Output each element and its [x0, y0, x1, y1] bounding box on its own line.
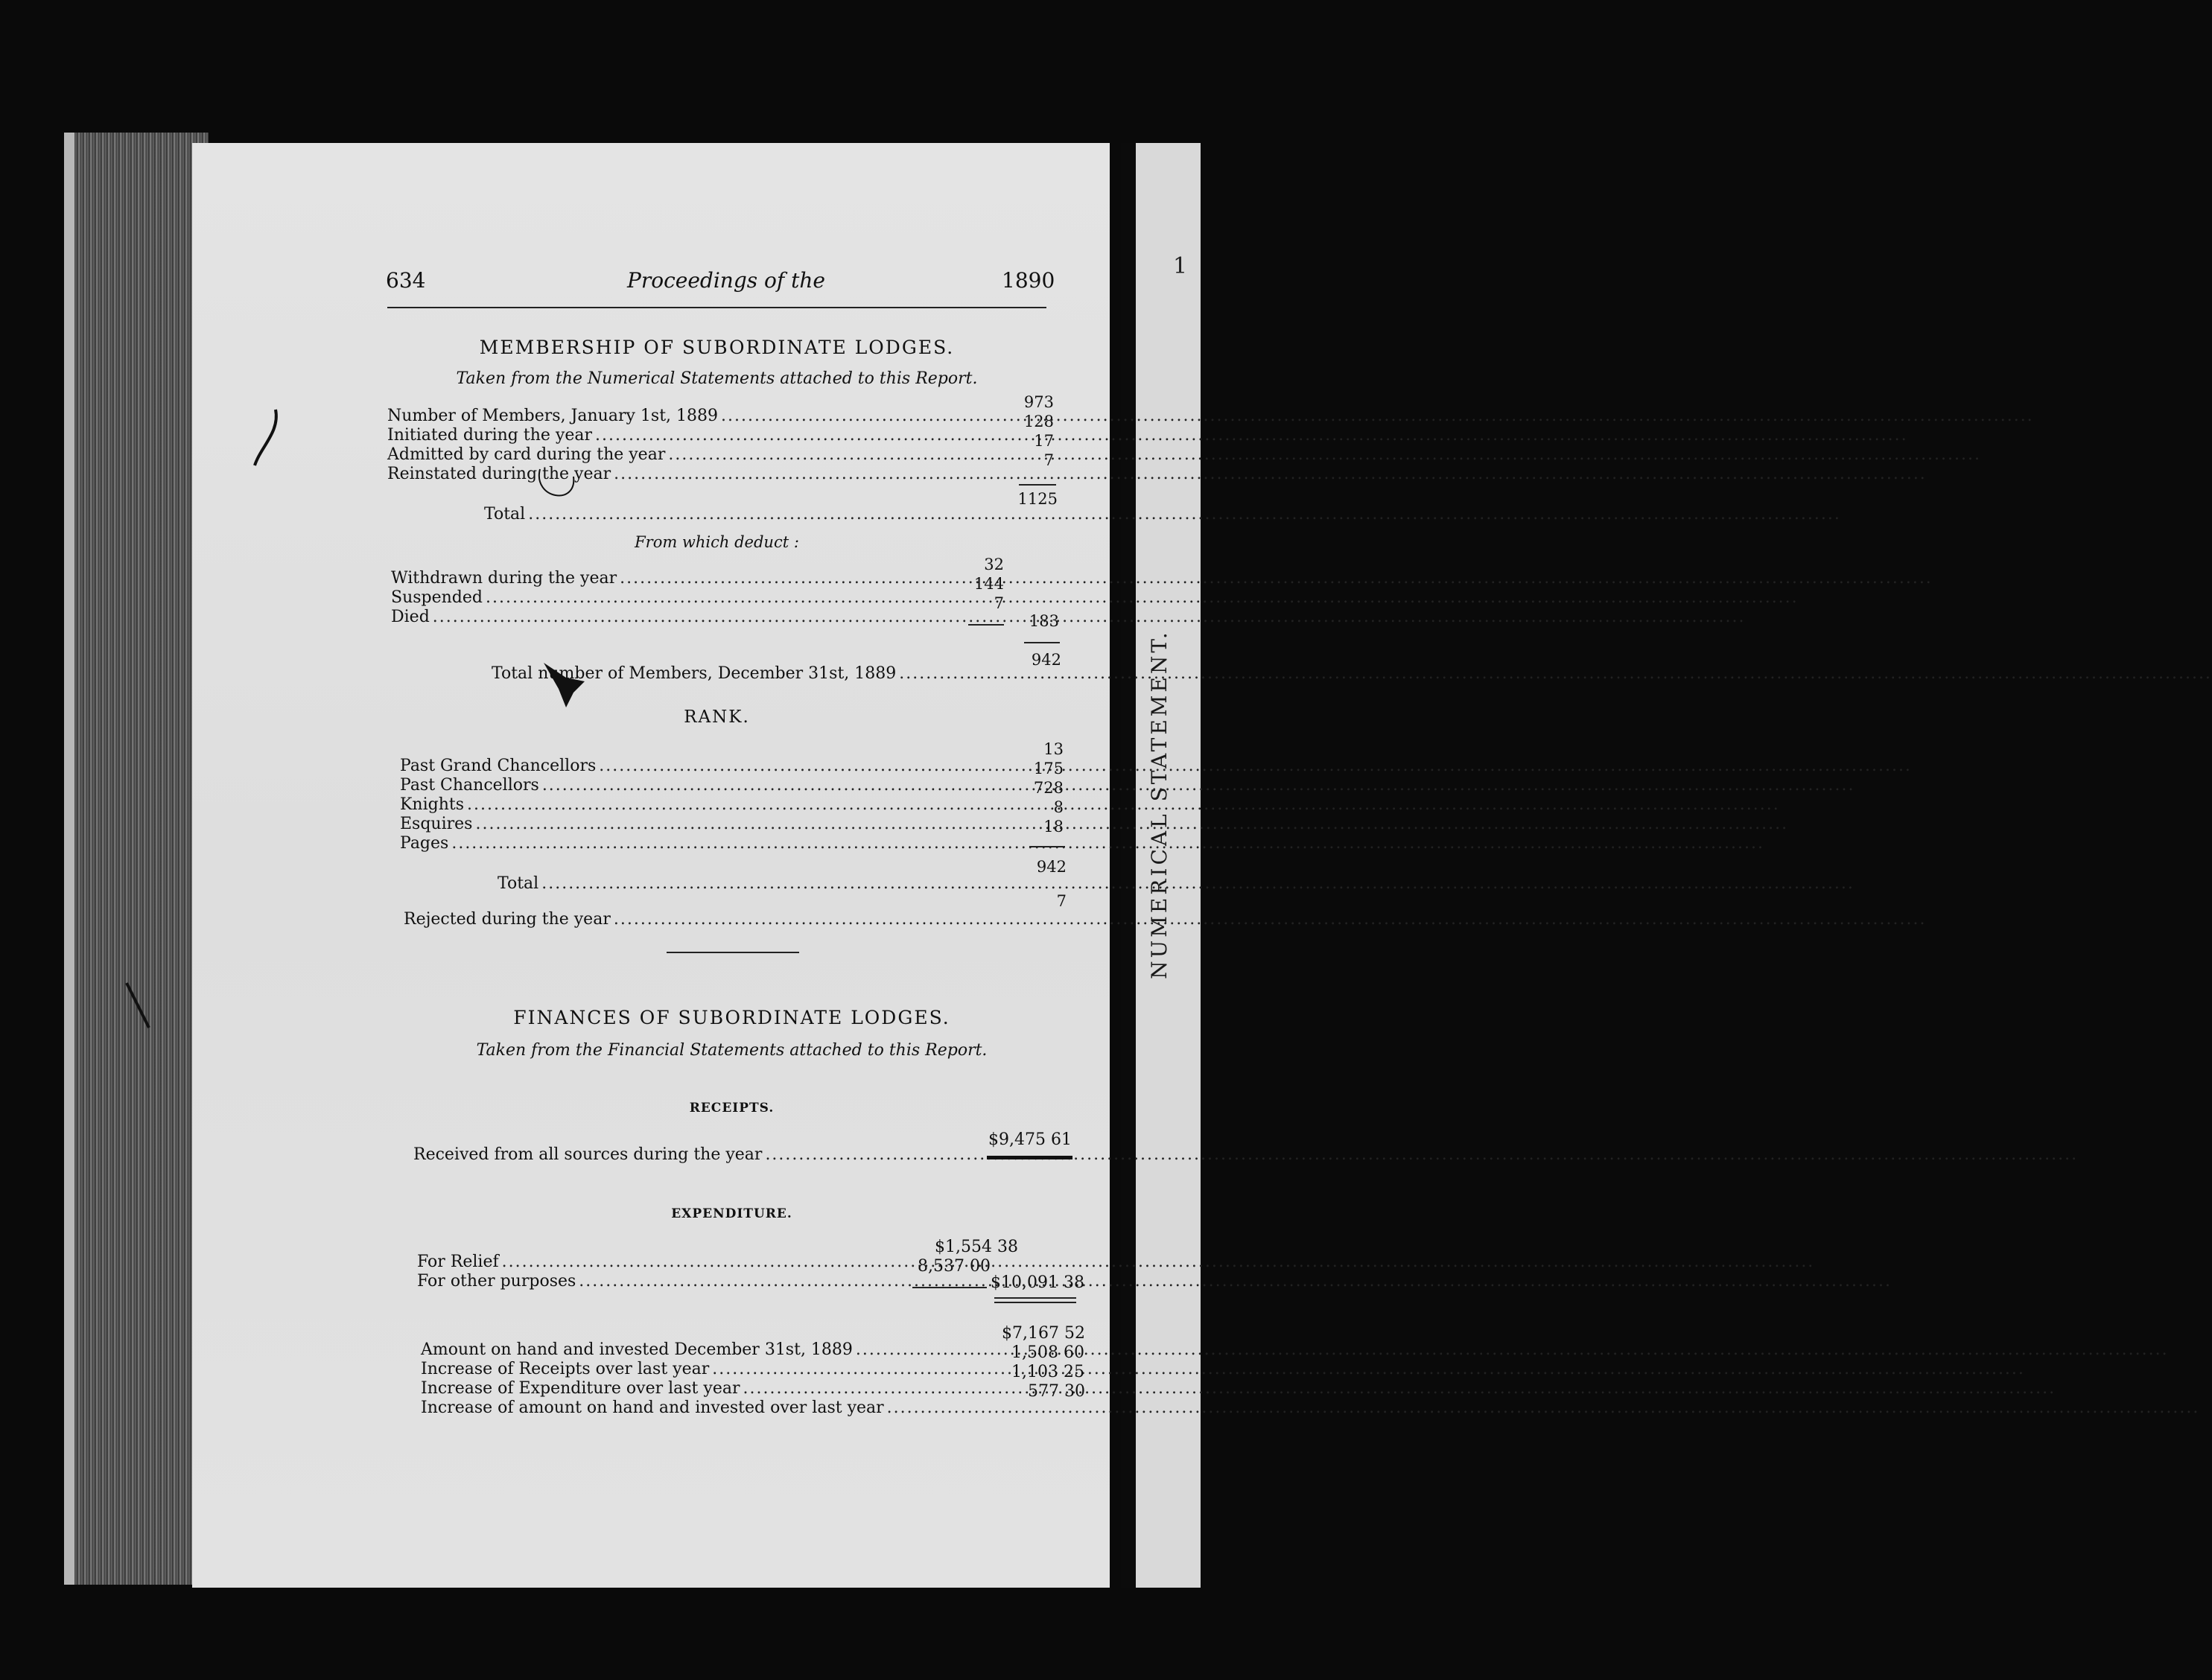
deduct-row-suspended: [391, 588, 961, 608]
ink-blot-icon: [536, 659, 588, 711]
row-value: 18: [1043, 818, 1064, 836]
row-label: For other purposes: [417, 1272, 576, 1291]
row-label: Knights: [400, 795, 465, 814]
row-value: 32: [984, 556, 1004, 573]
rank-row-pgc: [400, 757, 988, 776]
row-label: Suspended: [391, 588, 483, 607]
membership-row-jan: [387, 407, 957, 426]
summary-row-amount: [421, 1399, 1002, 1418]
row-label: Increase of amount on hand and invested over last year: [421, 1399, 884, 1417]
expenditure-sum-rule: [912, 1287, 987, 1288]
row-label: Rejected during the year: [404, 910, 611, 929]
row-label: Number of Members, January 1st, 1889: [387, 407, 719, 425]
row-value: 17: [1034, 432, 1054, 450]
row-value: 942: [1036, 858, 1067, 876]
row-label: Reinstated during the year: [387, 465, 611, 483]
side-title: NUMERICAL STATEMENT.: [1147, 629, 1172, 979]
row-label: Past Chancellors: [400, 776, 539, 795]
expenditure-total-underline-1: [994, 1297, 1076, 1299]
expenditure-total: $10,091 38: [991, 1273, 1084, 1292]
row-value: 175: [1033, 760, 1064, 777]
membership-heading: MEMBERSHIP OF SUBORDINATE LODGES.: [479, 337, 955, 358]
row-value: 13: [1043, 740, 1064, 758]
row-label: Received from all sources during the year: [413, 1145, 763, 1164]
row-value: 128: [1023, 413, 1054, 430]
header-rule: [387, 307, 1046, 308]
section-divider: [667, 952, 799, 953]
running-title: Proceedings of the: [627, 268, 825, 293]
row-value: 7: [1056, 892, 1067, 910]
row-value: 8,537 00: [918, 1257, 991, 1276]
row-value: $1,554 38: [935, 1238, 1018, 1256]
row-value: 973: [1023, 393, 1054, 411]
deduct-row-withdrawn: [391, 569, 961, 588]
expenditure-row-other: [417, 1272, 912, 1291]
summary-row-receipts: [421, 1360, 1002, 1379]
expenditure-row-relief: [417, 1253, 935, 1272]
row-value: 942: [1031, 651, 1061, 669]
deduct-sum-rule: [968, 624, 1004, 626]
page-number: 634: [386, 268, 426, 293]
pencil-mark-icon: [119, 976, 164, 1043]
row-value: 144: [973, 575, 1004, 593]
receipts-value: $9,475 61: [988, 1130, 1072, 1149]
rejected-row: [404, 910, 1014, 929]
row-label: Total: [498, 874, 539, 893]
membership-total-row: [484, 505, 957, 524]
membership-row-reinstated: [387, 465, 957, 484]
receipts-heading: RECEIPTS.: [689, 1101, 775, 1116]
row-label: Total: [484, 505, 526, 524]
row-label: Increase of Expenditure over last year: [421, 1379, 740, 1398]
pencil-mark-icon: [238, 402, 283, 477]
deduct-row-died: [391, 608, 961, 627]
rank-row-pages: [400, 834, 988, 853]
deduct-heading: From which deduct :: [635, 533, 799, 551]
finances-heading: FINANCES OF SUBORDINATE LODGES.: [513, 1007, 950, 1028]
rank-row-knights: [400, 795, 988, 815]
row-label: Amount on hand and invested December 31st, 1889: [421, 1340, 853, 1359]
membership-row-initiated: [387, 426, 957, 445]
receipts-underline: [987, 1156, 1072, 1159]
row-label: Esquires: [400, 815, 473, 833]
row-value: 728: [1033, 779, 1064, 797]
row-label: Admitted by card during the year: [387, 445, 666, 464]
row-label: Total number of Members, December 31st, 1889: [492, 664, 897, 683]
row-label: Pages: [400, 834, 449, 853]
receipts-row: [413, 1145, 983, 1165]
expenditure-heading: EXPENDITURE.: [671, 1206, 792, 1221]
row-value: $7,167 52: [1002, 1324, 1085, 1343]
row-label: Died: [391, 608, 430, 626]
row-value: 1,508 60: [1011, 1343, 1084, 1362]
finances-subheading: Taken from the Financial Statements attached to this Report.: [476, 1041, 988, 1060]
deduct-total-value: 183: [1029, 612, 1059, 630]
summary-row-expenditure: [421, 1379, 1002, 1399]
rank-total-row: [498, 874, 1004, 894]
final-sum-rule: [1024, 642, 1060, 643]
pencil-loop-icon: [533, 447, 585, 506]
rank-row-esquires: [400, 815, 988, 834]
page-year: 1890: [1002, 268, 1055, 293]
row-value: 8: [1053, 798, 1064, 816]
membership-subheading: Taken from the Numerical Statements attached to this Report.: [456, 369, 978, 388]
sum-rule: [1019, 484, 1056, 486]
expenditure-total-underline-2: [994, 1302, 1076, 1303]
row-label: Increase of Receipts over last year: [421, 1360, 710, 1378]
row-value: 7: [1043, 451, 1054, 469]
rank-row-pc: [400, 776, 988, 795]
row-value: 577 30: [1028, 1382, 1085, 1401]
rank-sum-rule: [1029, 846, 1065, 847]
row-value: 1,103 25: [1011, 1363, 1084, 1381]
rank-heading: RANK.: [684, 707, 750, 727]
book-page-edges: [64, 133, 209, 1585]
row-label: For Relief: [417, 1253, 499, 1271]
row-label: Past Grand Chancellors: [400, 757, 597, 775]
facing-page-fragment: 1: [1173, 253, 1188, 279]
row-value: 1125: [1017, 490, 1058, 508]
row-label: Initiated during the year: [387, 426, 592, 445]
row-label: Withdrawn during the year: [391, 569, 617, 588]
summary-row-on-hand: [421, 1340, 1002, 1360]
membership-row-admitted: [387, 445, 957, 465]
row-value: 7: [994, 594, 1004, 612]
